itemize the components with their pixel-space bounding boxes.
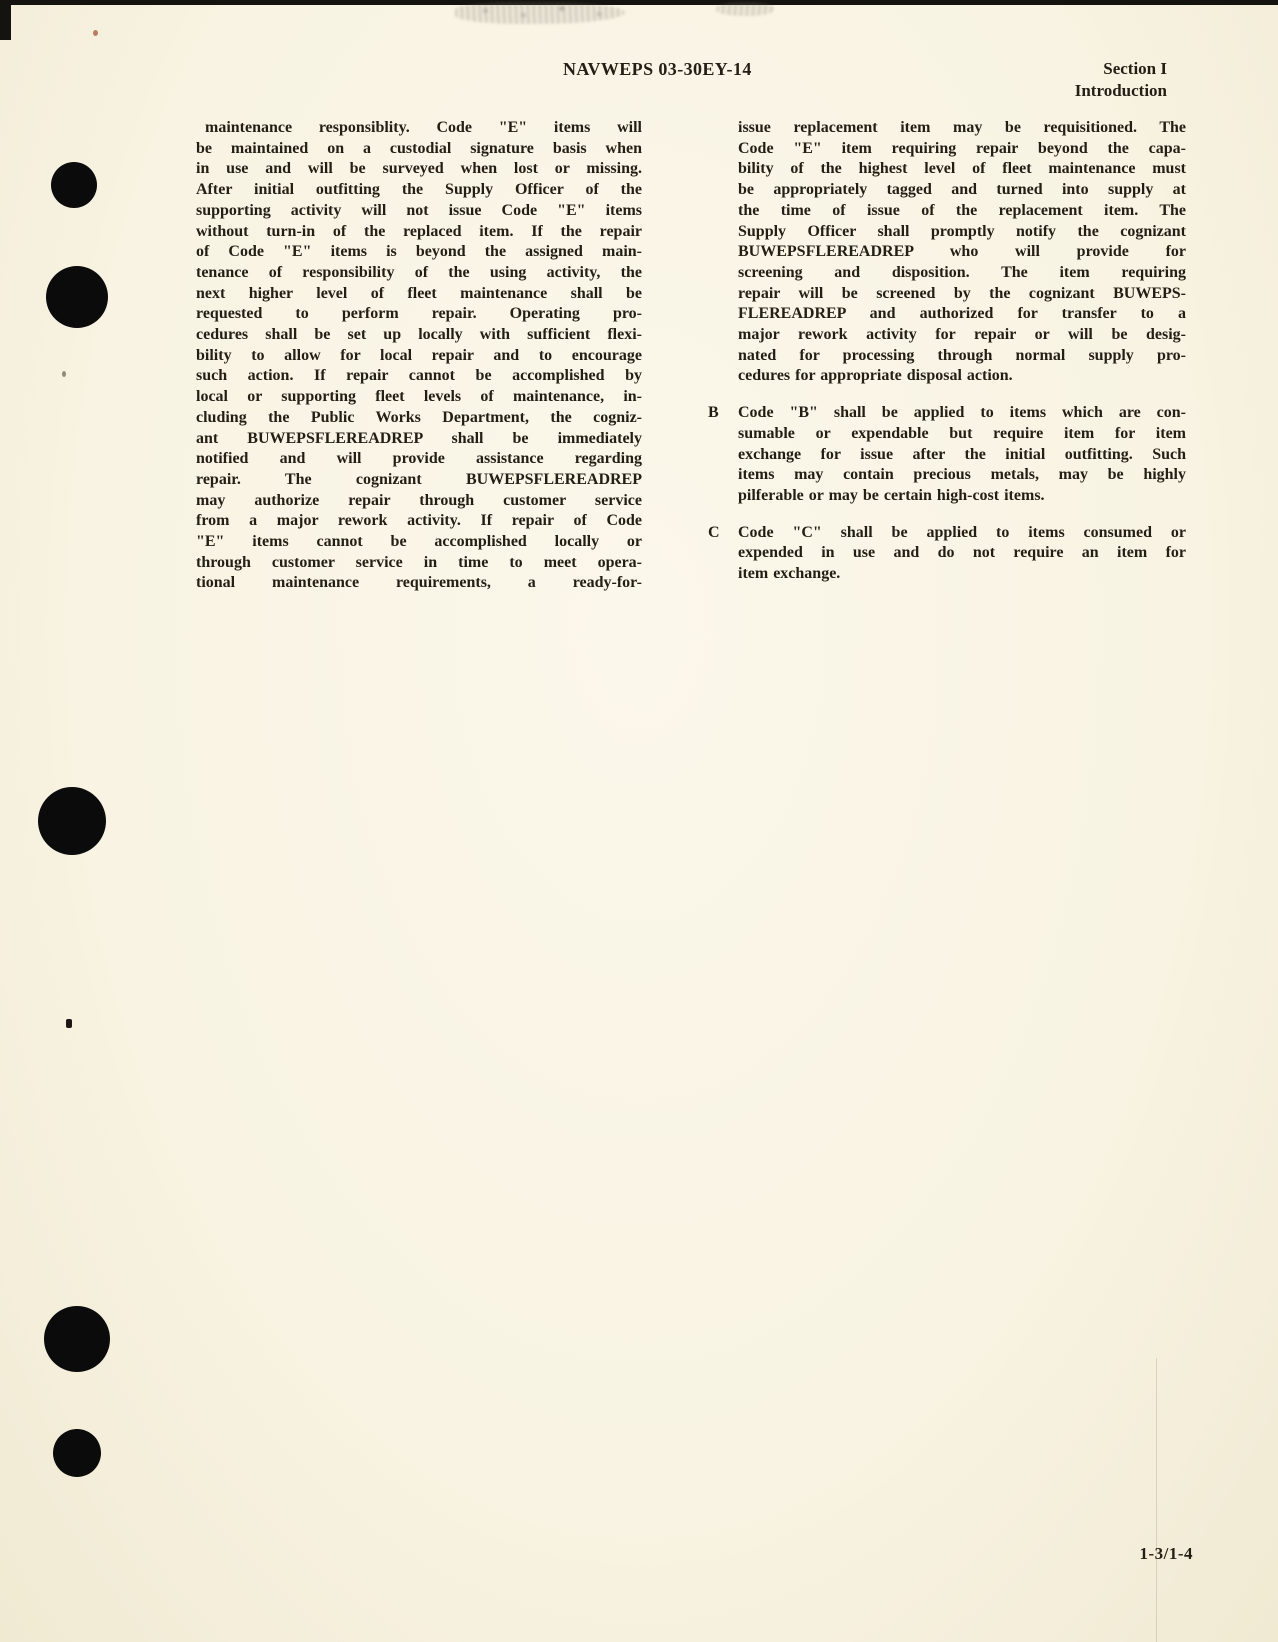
- text-line: in use and will be surveyed when lost or missing.: [196, 160, 642, 178]
- text-line: repair. The cognizant BUWEPSFLEREADREP: [196, 470, 642, 488]
- punch-hole: [46, 266, 108, 328]
- text-line: issue replacement item may be requisitioned. The: [738, 119, 1186, 136]
- scan-smudge: [716, 2, 774, 16]
- text-line: local or supporting fleet levels of maintenance, in-: [196, 388, 642, 406]
- text-line: next higher level of fleet maintenance shall be: [196, 284, 642, 302]
- paragraph: [708, 523, 1186, 585]
- text-line: bility of the highest level of fleet maintenance must: [738, 160, 1186, 178]
- section-header: [1075, 58, 1167, 102]
- text-line: the time of issue of the replacement item. The: [738, 201, 1186, 219]
- text-line: After initial outfitting the Supply Officer of the: [196, 181, 642, 199]
- text-line: through customer service in time to meet opera-: [196, 553, 642, 571]
- text-line: Code "B" shall be applied to items which are con-: [738, 404, 1186, 422]
- scan-smudge: [455, 2, 625, 24]
- text-line: major rework activity for repair or will be desig-: [738, 326, 1186, 344]
- text-line: repair will be screened by the cognizant BUWEPS-: [738, 284, 1186, 302]
- text-line: from a major rework activity. If repair of Code: [196, 512, 642, 530]
- scan-top-left-corner: [0, 0, 11, 40]
- right-column: [708, 118, 1186, 585]
- text-line: items may contain precious metals, may be highly: [738, 466, 1186, 484]
- scan-speck: [66, 1019, 72, 1028]
- text-line: notified and will provide assistance regarding: [196, 450, 642, 468]
- text-line: of Code "E" items is beyond the assigned main-: [196, 243, 642, 261]
- text-line: item exchange.: [738, 565, 841, 583]
- page-number: 1-3/1-4: [1139, 1544, 1193, 1563]
- text-line: Supply Officer shall promptly notify the cognizant: [738, 222, 1186, 240]
- text-line: tional maintenance requirements, a ready-for-: [196, 574, 642, 592]
- text-line: exchange for issue after the initial outfitting. Such: [738, 445, 1186, 463]
- text-line: "E" items cannot be accomplished locally or: [196, 533, 642, 551]
- text-line: be maintained on a custodial signature basis when: [196, 139, 642, 157]
- scan-top-edge: [0, 0, 1278, 5]
- text-line: pilferable or may be certain high-cost items.: [738, 486, 1045, 504]
- punch-hole: [51, 162, 97, 208]
- paragraph-code-label: B: [708, 404, 719, 422]
- scan-speck: [93, 30, 98, 36]
- text-line: cedures shall be set up locally with sufficient flexi-: [196, 326, 642, 344]
- punch-hole: [53, 1429, 101, 1477]
- text-line: Code "E" item requiring repair beyond the capa-: [738, 139, 1186, 157]
- text-line: maintenance responsiblity. Code "E" items will: [205, 119, 642, 136]
- text-line: nated for processing through normal supply pro-: [738, 346, 1186, 364]
- text-line: FLEREADREP and authorized for transfer to a: [738, 305, 1186, 323]
- text-line: requested to perform repair. Operating pro-: [196, 305, 642, 323]
- text-line: such action. If repair cannot be accomplished by: [196, 367, 642, 385]
- text-line: Code "C" shall be applied to items consumed or: [738, 523, 1186, 541]
- section-title: Section I: [1103, 59, 1167, 78]
- punch-hole: [38, 787, 106, 855]
- scan-speck: [62, 371, 66, 377]
- text-line: tenance of responsibility of the using activity, the: [196, 263, 642, 281]
- paragraph-code-label: C: [708, 523, 720, 541]
- text-line: may authorize repair through customer service: [196, 491, 642, 509]
- document-number: NAVWEPS 03-30EY-14: [563, 59, 752, 79]
- text-line: BUWEPSFLEREADREP who will provide for: [738, 243, 1186, 261]
- paragraph: [708, 403, 1186, 507]
- text-line: cedures for appropriate disposal action.: [738, 367, 1013, 385]
- text-line: screening and disposition. The item requiring: [738, 263, 1186, 281]
- text-line: expended in use and do not require an item for: [738, 544, 1186, 562]
- text-line: without turn-in of the replaced item. If the repair: [196, 222, 642, 240]
- scan-crease: [1156, 1358, 1157, 1642]
- text-line: bility to allow for local repair and to encourage: [196, 346, 642, 364]
- punch-hole: [44, 1306, 110, 1372]
- text-line: ant BUWEPSFLEREADREP shall be immediately: [196, 429, 642, 447]
- left-column: [196, 118, 642, 594]
- text-line: cluding the Public Works Department, the cogniz-: [196, 408, 642, 426]
- text-line: be appropriately tagged and turned into supply at: [738, 181, 1186, 199]
- text-line: sumable or expendable but require item for item: [738, 424, 1186, 442]
- text-line: supporting activity will not issue Code "E" items: [196, 201, 642, 219]
- section-subtitle: Introduction: [1074, 81, 1167, 100]
- paragraph: [738, 118, 1186, 387]
